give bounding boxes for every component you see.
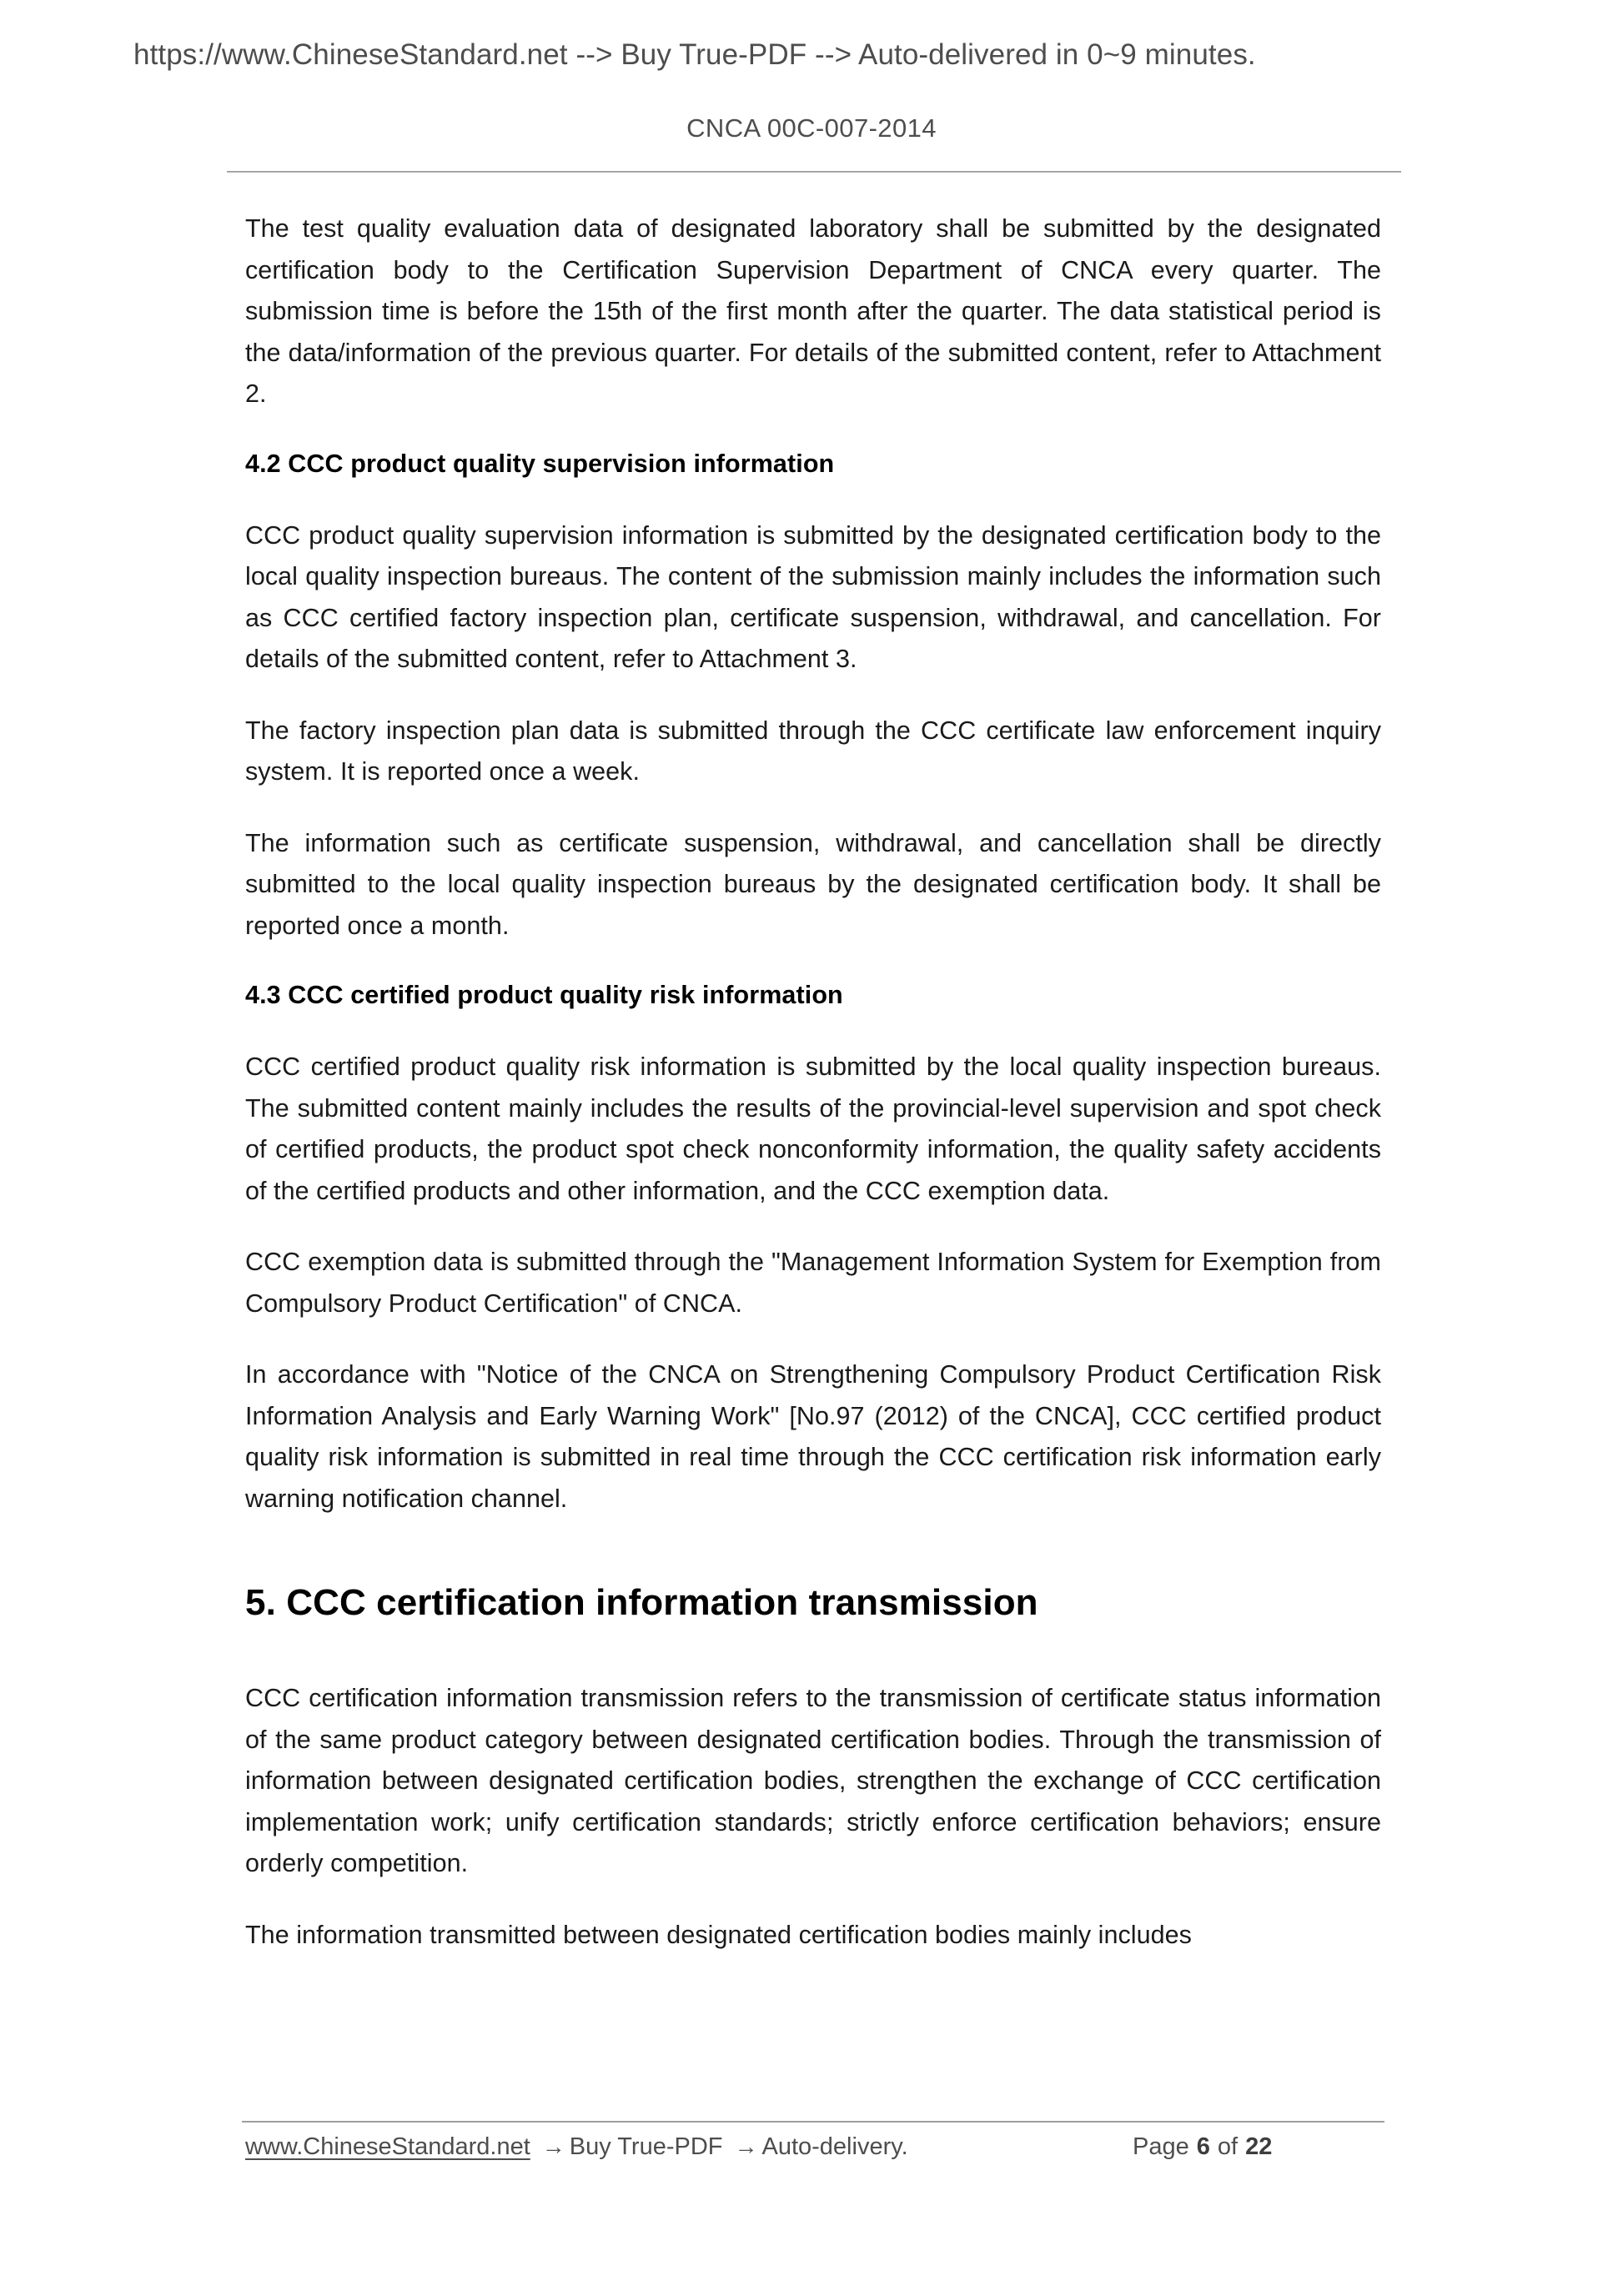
paragraph-exemption-data: CCC exemption data is submitted through the "Management Information System for Exemption from Compulsory Product Certification" of CNCA.: [245, 1248, 1381, 1318]
footer-arrow-icon-1: →: [541, 2133, 565, 2159]
paragraph-certificate-suspension: The information such as certificate suspension, withdrawal, and cancellation shall be directly submitted to the local quality inspection bureaus by the designated certification body. It shall be reported once a month.: [245, 828, 1381, 940]
page-of-label: of: [1217, 2133, 1239, 2160]
footer-arrow-icon-2: →: [734, 2133, 758, 2159]
page-total-number: 22: [1245, 2133, 1273, 2160]
page-indicator: [1133, 2133, 1272, 2161]
page-current-number: 6: [1196, 2133, 1210, 2160]
heading-4-3: 4.3 CCC certified product quality risk information: [245, 981, 843, 1009]
header-divider: [227, 171, 1401, 173]
heading-section-5: 5. CCC certification information transmission: [245, 1582, 1038, 1623]
heading-4-2: 4.2 CCC product quality supervision information: [245, 449, 835, 478]
footer-divider: [242, 2121, 1384, 2123]
footer-buy-text: Buy True-PDF: [569, 2133, 723, 2160]
paragraph-product-quality-supervision: CCC product quality supervision information is submitted by the designated certification body to the local quality inspection bureaus. The content of the submission mainly includes the information such as CCC certified factory inspection plan, certificate suspension, withdrawal, and cancellation. For details of the submitted content, refer to Attachment 3.: [245, 520, 1381, 673]
page-label: Page: [1133, 2133, 1189, 2160]
paragraph-transmission-definition: CCC certification information transmission refers to the transmission of certificate status information of the same product category between designated certification bodies. Through the transmission of information between designated certification bodies, strengthen the exchange of CCC certification implementation work; unify certification standards; strictly enforce certification behaviors; ensure orderly competition.: [245, 1684, 1381, 1877]
document-body: [245, 208, 1381, 1986]
paragraph-factory-inspection-plan: The factory inspection plan data is submitted through the CCC certificate law enforcement inquiry system. It is reported once a week.: [245, 716, 1381, 786]
paragraph-in-accordance-notice: In accordance with "Notice of the CNCA on Strengthening Compulsory Product Certification Risk Information Analysis and Early Warning Work" [No.97 (2012) of the CNCA], CCC certified product quality risk information is submitted in real time through the CCC certification risk information early warning notification channel.: [245, 1360, 1381, 1513]
promo-header-text: https://www.ChineseStandard.net --> Buy True-PDF --> Auto-delivered in 0~9 minutes.: [133, 38, 1256, 71]
paragraph-test-quality-evaluation: The test quality evaluation data of designated laboratory shall be submitted by the designated certification body to the Certification Supervision Department of CNCA every quarter. The submission time is before the 15th of the first month after the quarter. The data statistical period is the data/information of the previous quarter. For details of the submitted content, refer to Attachment 2.: [245, 214, 1381, 408]
paragraph-transmitted-information: The information transmitted between designated certification bodies mainly includes: [245, 1920, 1192, 1949]
footer-delivery-text: Auto-delivery.: [761, 2133, 908, 2160]
footer-site-link[interactable]: www.ChineseStandard.net: [245, 2133, 530, 2160]
document-code: CNCA 00C-007-2014: [686, 113, 937, 143]
page-footer: [245, 2133, 1388, 2161]
paragraph-quality-risk-information: CCC certified product quality risk information is submitted by the local quality inspection bureaus. The submitted content mainly includes the results of the provincial-level supervision and spot check of certified products, the product spot check nonconformity information, the quality safety accidents of the certified products and other information, and the CCC exemption data.: [245, 1053, 1381, 1205]
